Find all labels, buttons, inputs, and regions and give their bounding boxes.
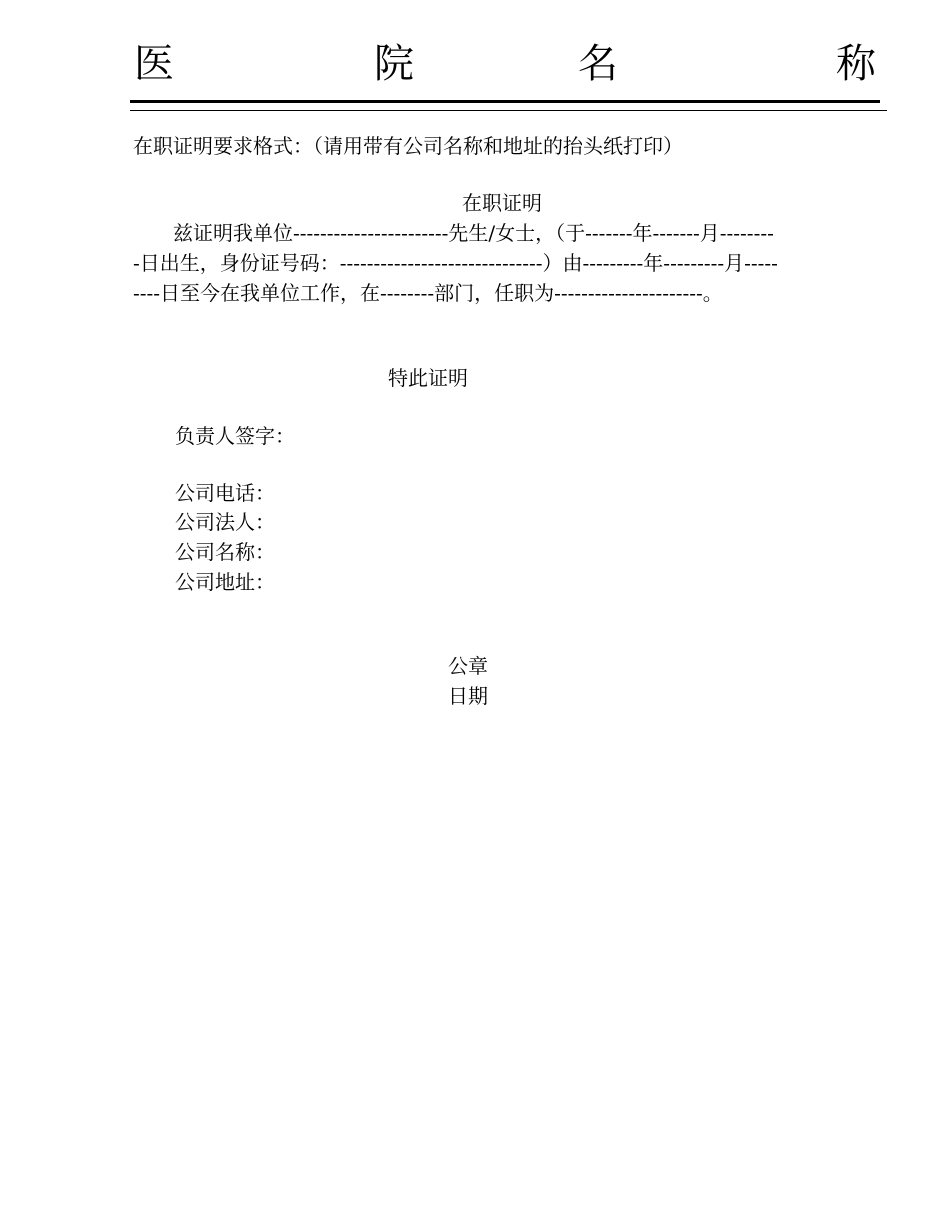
hereby-certify: 特此证明 xyxy=(388,366,468,390)
header-divider-thick xyxy=(130,100,880,103)
certificate-body-line-3: ----日至今在我单位工作，在--------部门，任职为----------------------。 xyxy=(133,281,723,305)
header-char-4: 称 xyxy=(836,41,876,87)
header-char-1: 医 xyxy=(134,41,174,87)
date-label: 日期 xyxy=(448,684,488,708)
format-instruction: 在职证明要求格式：（请用带有公司名称和地址的抬头纸打印） xyxy=(133,134,683,158)
certificate-body-line-1: 兹证明我单位-----------------------先生/女士，（于-------年-------月-------- xyxy=(133,221,774,245)
company-name-label: 公司名称： xyxy=(175,540,275,564)
signer-field-label: 负责人签字： xyxy=(175,424,295,448)
header-char-3: 名 xyxy=(578,41,618,87)
company-address-label: 公司地址： xyxy=(175,570,275,594)
certificate-title: 在职证明 xyxy=(462,191,542,215)
header-divider-thin xyxy=(130,110,887,111)
hospital-name-header xyxy=(130,38,880,90)
certificate-body-line-2: -日出生，身份证号码：------------------------------）由---------年---------月----- xyxy=(133,251,778,275)
seal-label: 公章 xyxy=(448,654,488,678)
company-phone-label: 公司电话： xyxy=(175,481,275,505)
header-char-2: 院 xyxy=(374,41,414,87)
company-legal-person-label: 公司法人： xyxy=(175,510,275,534)
